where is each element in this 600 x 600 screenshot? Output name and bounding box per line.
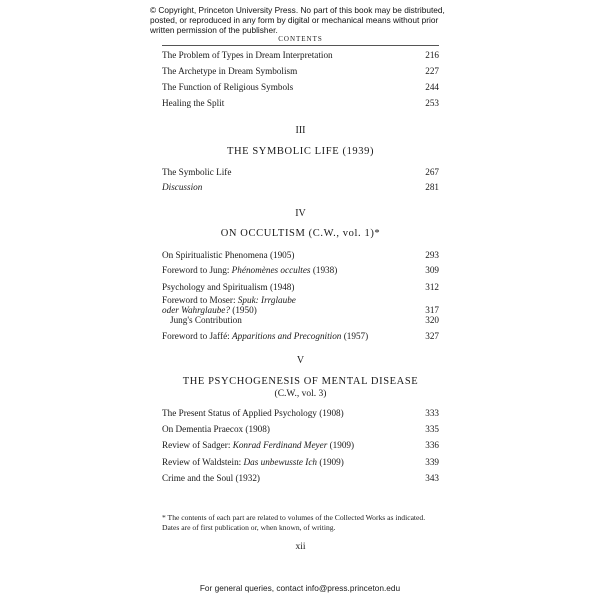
toc-entry-page: 333 [425,408,439,418]
part-title-main: ON OCCULTISM [220,228,306,239]
toc-entry-title: Review of Waldstein: Das unbewusste Ich (1909) [162,457,344,467]
running-head: CONTENTS [278,35,323,43]
toc-entry-title: Healing the Split [162,98,225,108]
part-numeral: III [295,125,306,136]
part-title [162,228,439,239]
toc-entry-page: 309 [425,265,439,275]
toc-entry-title: Psychology and Spiritualism (1948) [162,282,295,292]
header-rule [162,45,439,46]
toc-entry-title: Crime and the Soul (1932) [162,473,260,483]
toc-entry-page: 335 [425,424,439,434]
toc-entry-page: 312 [425,282,439,292]
toc-entry-title: The Archetype in Dream Symbolism [162,66,298,76]
toc-entry-page: 253 [425,98,439,108]
toc-entry-page: 327 [425,331,439,341]
page-number: xii [295,542,306,552]
toc-entry-title: The Problem of Types in Dream Interpretation [162,50,333,60]
part-title-year: (1939) [342,146,375,157]
toc-entry-title: Jung's Contribution [170,315,242,325]
toc-entry-title: oder Wahrglaube? (1950) [162,305,257,315]
part-title [162,146,439,157]
toc-entry-page: 317 [425,305,439,315]
contact-footer: For general queries, contact info@press.princeton.edu [199,583,401,593]
part-numeral: IV [295,208,306,219]
copyright-notice: © Copyright, Princeton University Press. No part of this book may be distributed, posted, or reproduced in any form by digital or mechanical means without prior written permission of the publisher. [150,5,445,35]
toc-entry-line: Foreword to Moser: Spuk: Irrglaube [162,295,296,305]
toc-entry-title: The Function of Religious Symbols [162,82,294,92]
toc-entry-page: 227 [425,66,439,76]
toc-entry-title: Discussion [162,182,203,192]
toc-entry-title: The Symbolic Life [162,167,232,177]
toc-entry-page: 336 [425,440,439,450]
toc-entry-title: The Present Status of Applied Psychology (1908) [162,408,344,418]
toc-entry-page: 320 [425,315,439,325]
toc-entry-title: On Dementia Praecox (1908) [162,424,270,434]
toc-entry-page: 244 [425,82,439,92]
toc-entry-title: On Spiritualistic Phenomena (1905) [162,250,295,260]
toc-entry-page: 343 [425,473,439,483]
toc-entry-page: 293 [425,250,439,260]
toc-entry-page: 216 [425,50,439,60]
toc-entry-page: 281 [425,182,439,192]
footnote: * The contents of each part are related to volumes of the Collected Works as indicated. Dates are of first publication or, when known, of writing. [162,513,426,532]
toc-entry-title: Review of Sadger: Konrad Ferdinand Meyer (1909) [162,440,355,450]
part-title-ref: (C.W., vol. 1)* [308,228,381,239]
part-title: THE PSYCHOGENESIS OF MENTAL DISEASE [182,376,419,387]
part-title-main: THE SYMBOLIC LIFE [226,146,340,157]
toc-entry-page: 267 [425,167,439,177]
toc-entry-title: Foreword to Jaffé: Apparitions and Precognition (1957) [162,331,369,341]
part-title-ref: (C.W., vol. 3) [274,389,327,399]
part-numeral: V [296,355,305,366]
toc-entry-title: Foreword to Jung: Phénomènes occultes (1938) [162,265,338,275]
toc-entry-page: 339 [425,457,439,467]
